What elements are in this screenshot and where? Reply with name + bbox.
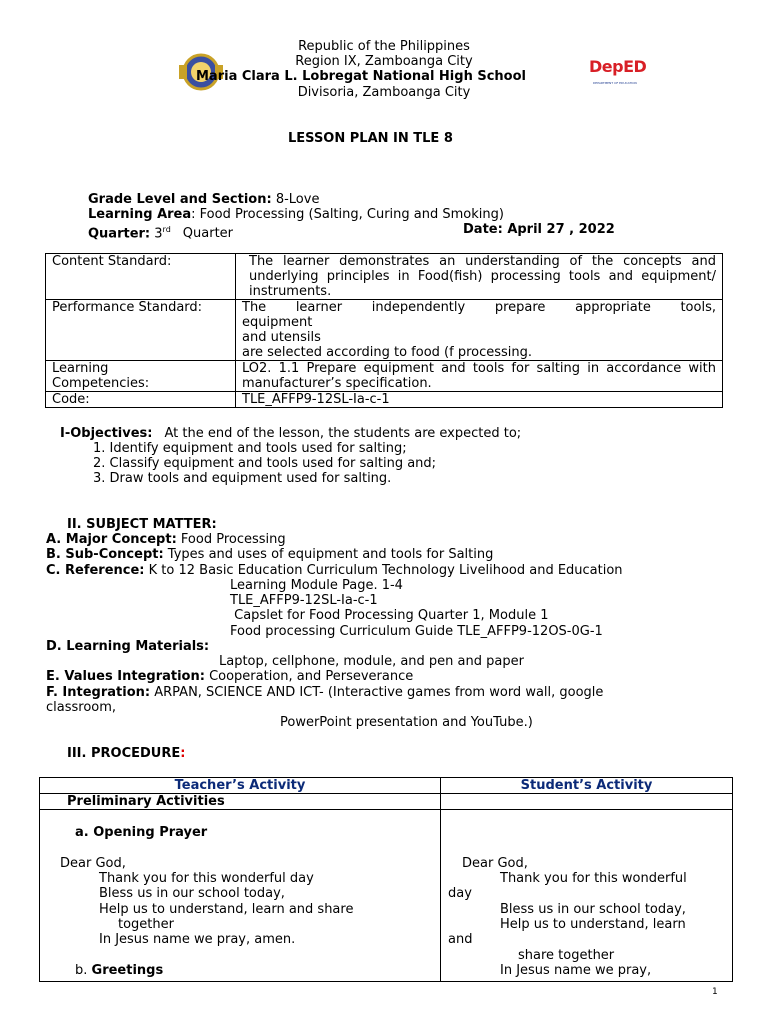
sub-concept-line: [46, 547, 493, 562]
values-integration-label: E. Values Integration:: [46, 669, 205, 684]
standards-table: [45, 253, 723, 408]
sub-concept-label: B. Sub-Concept:: [46, 547, 164, 562]
major-concept-label: A. Major Concept:: [46, 532, 177, 547]
reference-item: TLE_AFFP9-12SL-Ia-c-1: [230, 593, 378, 608]
grade-level-line: [88, 192, 319, 207]
page-number: 1: [712, 987, 718, 997]
objectives-label: I-Objectives:: [60, 426, 153, 441]
major-concept-value: Food Processing: [176, 532, 286, 547]
procedure-heading-colon: :: [180, 746, 186, 761]
teacher-activity-cell: [40, 810, 441, 982]
table-row: [40, 778, 733, 794]
integration-line: [46, 685, 603, 700]
header-region: Region IX, Zamboanga City: [295, 54, 473, 69]
prayer-line: Bless us in our school today,: [99, 886, 285, 901]
learning-area-label: Learning Area: [88, 207, 192, 222]
empty-cell: [441, 794, 733, 810]
greetings-prefix: b.: [75, 963, 88, 978]
student-prayer-line: and: [448, 932, 473, 947]
content-standard-label: Content Standard:: [46, 254, 236, 300]
reference-label: C. Reference:: [46, 563, 145, 578]
learning-materials-value: Laptop, cellphone, module, and pen and paper: [219, 654, 524, 669]
header-address: Divisoria, Zamboanga City: [297, 85, 471, 100]
objectives-line: [60, 426, 521, 441]
deped-logo: [589, 55, 653, 93]
integration-label: F. Integration:: [46, 685, 151, 700]
student-prayer-line: Bless us in our school today,: [500, 902, 686, 917]
quarter-line: [88, 222, 233, 241]
list-item: 2. Classify equipment and tools used for salting and;: [93, 456, 437, 471]
content-standard-value: The learner demonstrates an understanding of the concepts and underlying principles in Food(fish) processing tools and equipment/ instruments.: [236, 254, 723, 300]
opening-prayer-label: a. Opening Prayer: [75, 825, 208, 840]
objectives-intro: At the end of the lesson, the students are expected to;: [164, 426, 522, 441]
reference-value: K to 12 Basic Education Curriculum Technology Livelihood and Education: [144, 563, 623, 578]
performance-line: The learner independently prepare appropriate tools,: [242, 300, 716, 315]
table-row: [46, 361, 723, 392]
header-republic: Republic of the Philippines: [298, 39, 470, 54]
learning-area-line: [88, 207, 504, 222]
teacher-activity-header: Teacher’s Activity: [40, 778, 441, 794]
code-label: Code:: [46, 392, 236, 408]
quarter-suffix: rd: [162, 225, 171, 234]
reference-item: Learning Module Page. 1-4: [230, 578, 403, 593]
learning-area-value: : Food Processing (Salting, Curing and Smoking): [191, 207, 504, 222]
performance-line: are selected according to food (f processing.: [242, 345, 533, 360]
student-prayer-line: share together: [518, 948, 615, 963]
deped-logo-text: DepED: [589, 57, 647, 76]
values-integration-value: Cooperation, and Perseverance: [204, 669, 414, 684]
student-prayer-line: In Jesus name we pray,: [500, 963, 652, 978]
student-prayer-line: day: [448, 886, 472, 901]
student-prayer-line: Thank you for this wonderful: [500, 871, 687, 886]
grade-value: 8-Love: [271, 192, 320, 207]
subject-matter-heading: II. SUBJECT MATTER:: [67, 517, 217, 532]
header-school-name: Maria Clara L. Lobregat National High School: [196, 69, 526, 84]
procedure-heading: [67, 746, 185, 761]
major-concept-line: [46, 532, 286, 547]
integration-value: ARPAN, SCIENCE AND ICT- (Interactive games from word wall, google: [150, 685, 604, 700]
table-row: [46, 254, 723, 300]
values-integration-line: [46, 669, 413, 684]
competencies-value: LO2. 1.1 Prepare equipment and tools for salting in accordance with manufacturer’s specification.: [236, 361, 723, 392]
table-row: [40, 810, 733, 982]
student-prayer-line: Help us to understand, learn: [500, 917, 686, 932]
performance-line: and utensils: [242, 330, 321, 345]
list-item: 3. Draw tools and equipment used for salting.: [93, 471, 392, 486]
prayer-line: Help us to understand, learn and share: [99, 902, 354, 917]
reference-line: [46, 563, 623, 578]
prayer-line: Dear God,: [60, 856, 126, 871]
table-row: [46, 392, 723, 408]
table-row: [46, 300, 723, 361]
table-row: [40, 794, 733, 810]
performance-standard-value: [236, 300, 723, 361]
student-activity-cell: [441, 810, 733, 982]
quarter-word: Quarter: [182, 226, 234, 242]
quarter-label: Quarter:: [88, 226, 151, 242]
prayer-line: Thank you for this wonderful day: [99, 871, 314, 886]
quarter-number: 3: [150, 226, 163, 242]
objectives-list: [93, 441, 436, 486]
performance-line: equipment: [242, 315, 313, 330]
greetings-label: Greetings: [91, 963, 164, 978]
list-item: 1. Identify equipment and tools used for salting;: [93, 441, 407, 456]
performance-standard-label: Performance Standard:: [46, 300, 236, 361]
reference-item: Food processing Curriculum Guide TLE_AFFP9-12OS-0G-1: [230, 624, 603, 639]
sub-concept-value: Types and uses of equipment and tools for Salting: [163, 547, 494, 562]
grade-label: Grade Level and Section:: [88, 192, 272, 207]
code-value: TLE_AFFP9-12SL-Ia-c-1: [236, 392, 723, 408]
integration-line-3: PowerPoint presentation and YouTube.): [280, 715, 533, 730]
integration-line-2: classroom,: [46, 700, 117, 715]
prayer-line: In Jesus name we pray, amen.: [99, 932, 296, 947]
preliminary-activities: Preliminary Activities: [40, 794, 441, 810]
competencies-label-line: Learning: [52, 361, 109, 376]
procedure-table: [39, 777, 733, 982]
date-label: Date: April 27 , 2022: [463, 222, 615, 237]
reference-item: Capslet for Food Processing Quarter 1, Module 1: [230, 608, 549, 623]
student-activity-header: Student’s Activity: [441, 778, 733, 794]
student-prayer-line: Dear God,: [462, 856, 528, 871]
competencies-label: [46, 361, 236, 392]
page-title: LESSON PLAN IN TLE 8: [288, 131, 453, 146]
prayer-line: together: [118, 917, 174, 932]
procedure-heading-text: III. PROCEDURE: [67, 746, 181, 761]
competencies-label-line: Competencies:: [52, 376, 150, 391]
deped-logo-subtext: DEPARTMENT OF EDUCATION: [593, 81, 637, 85]
learning-materials-label: D. Learning Materials:: [46, 639, 210, 654]
greetings-line: [75, 963, 163, 978]
